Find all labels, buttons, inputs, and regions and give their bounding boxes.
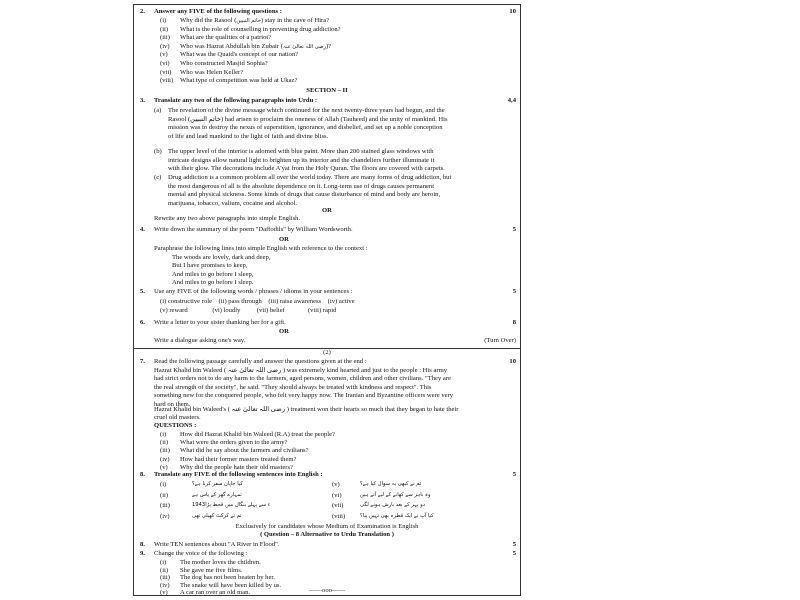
q7-passage-line: hard on them.	[154, 400, 191, 408]
q9-item-text: The dog has not been beaten by her.	[180, 574, 275, 582]
q3a-line: of life and lead mankind to the light of faith and divine bliss.	[168, 132, 329, 140]
q7-questions-label: QUESTIONS :	[154, 422, 197, 429]
q7-passage-line: the real strength of the society", he said. "They should always be treated with kindness and respect". This	[154, 383, 432, 391]
q3b-label: (b)	[154, 148, 162, 155]
q9-marks: 5	[512, 550, 516, 557]
exam-page	[133, 4, 521, 596]
q4-poem-line: But I have promises to keep,	[172, 262, 248, 270]
q7-question-text: Why did the people hate their old masters?	[180, 463, 293, 471]
q2-item-number: (iv)	[160, 42, 170, 50]
q6-number: 6.	[140, 319, 145, 326]
q8-sentence-number: (iv)	[160, 512, 170, 520]
q4-or: OR	[279, 236, 289, 243]
q3c-label: (c)	[154, 174, 162, 181]
page-number: (2)	[323, 349, 331, 356]
q5-heading: Use any FIVE of the following words / phrases / idioms in your sentences :	[154, 288, 353, 295]
q8-urdu-sentence: تمہارے گھر کے پاس ہے	[192, 491, 242, 498]
q5-words-row2: (v) reward (vi) loudly (vii) belief (viii) rapid	[160, 307, 337, 314]
q9-item-number: (iv)	[160, 581, 170, 589]
q7-question-text: What were the orders given to the army?	[180, 439, 288, 447]
q4-poem-line: And miles to go before I sleep,	[172, 270, 254, 278]
q3a-line: mission was to destroy the nexus of superstition, ignorance, and disbelief, and set up a noble conception	[168, 124, 443, 132]
q5-marks: 5	[512, 288, 516, 295]
q4-heading: Write down the summary of the poem "Daffodils" by William Wordsworth.	[154, 226, 353, 233]
q7-question-number: (iv)	[160, 455, 170, 463]
footer-mark: ——ooo——	[308, 587, 346, 594]
q2-item-number: (v)	[160, 51, 168, 59]
q6-heading: Write a letter to your sister thanking her for a gift.	[154, 319, 286, 326]
q2-item-tail: ) stay in the cave of Hira?	[260, 17, 330, 24]
q2-item-text: What are the qualities of a patriot?	[180, 34, 272, 42]
q2-number: 2.	[140, 8, 145, 15]
q4-poem-line: And miles to go before I sleep.	[172, 279, 254, 287]
q3b-line: with their glow. The decorations include A'yat from the Holy Quran. The floors are covered with carpets.	[168, 165, 445, 173]
q4-number: 4.	[140, 226, 145, 233]
q7-passage-line: Hazrat Khalid bin Waleed's ( رضی اللہ تعالیٰ عنہ ) treatment won their hearts so much that they began to hate their	[154, 406, 459, 413]
q3b-line: The upper level of the interior is adorned with blue paint. More than 200 stained glass windows with	[168, 148, 434, 155]
q7-passage-line: something new for the conquered people, who felt very happy now. The Iranian and Byzantine officers were very	[154, 392, 454, 400]
q5-words-row1: (i) constructive role (ii) pass through (iii) raise awareness (iv) active	[160, 298, 355, 305]
q4-poem-line: The woods are lovely, dark and deep,	[172, 254, 271, 261]
q2-item-number: (ii)	[160, 25, 169, 33]
q8-number: 8.	[140, 471, 145, 478]
q9-item-number: (ii)	[160, 566, 169, 574]
q7-passage-line: Hazrat Khalid bin Waleed ( رضی اللہ تعالیٰ عنہ ) was extremely kind hearted and just to the people : His army	[154, 367, 448, 374]
q7-marks: 10	[509, 358, 516, 365]
q8-alternative-note: ( Question – 8 Alternative to Urdu Translation )	[260, 531, 394, 538]
q8-urdu-sentence: تم نے کبھی یہ سوال کیا ہے؟	[360, 481, 422, 487]
q8-urdu-sentence: وہ باہر سے کھانے کے لیے آتے ہیں	[360, 491, 431, 498]
q9-item-text: She gave me five films.	[180, 566, 243, 574]
q8-sentence-number: (v)	[332, 481, 340, 488]
q7-passage-line: had strict orders not to do any harm to the farmers, aged persons, women, children and other civilians. "They are	[154, 375, 451, 383]
q8b-marks: 5	[512, 541, 516, 548]
q6-marks: 8	[512, 319, 516, 326]
q8-sentence-number: (iii)	[160, 502, 170, 509]
q7-question-number: (iii)	[160, 447, 170, 455]
q4-paraphrase: Paraphrase the following lines into simple English with reference to the context :	[154, 245, 368, 252]
q7-question-number: (ii)	[160, 439, 169, 447]
q6-alt: Write a dialogue asking one's way.	[154, 337, 246, 344]
q9-item-text: The snake will have been killed by us.	[180, 581, 282, 589]
q3a-line: The revelation of the divine message which continued for the next twenty-three years had begun, and the	[168, 107, 445, 114]
q8-urdu-sentence: دو پہر کے بعد بارش ہونے لگی	[360, 502, 426, 508]
urdu-honorific: خاتم النبیین	[236, 18, 261, 24]
turn-over: (Turn Over)	[484, 337, 516, 344]
q9-item-number: (i)	[160, 559, 167, 566]
q9-item-text: The mother loves the children.	[180, 559, 261, 566]
q8-sentence-number: (i)	[160, 481, 167, 488]
q3c-line: marijuana, tobacco, valium, cocaine and alcohol.	[168, 199, 298, 207]
q2-item-text: Who was Helen Keller?	[180, 68, 244, 76]
q3-number: 3.	[140, 97, 145, 104]
q8b-number: 8.	[140, 541, 145, 548]
q7-question-text: How did Hazrat Khalid bin Waleed (R.A) treat the people?	[180, 431, 335, 438]
q9-item-number: (v)	[160, 589, 168, 597]
q2-item-number: (vii)	[160, 68, 172, 76]
q6-or: OR	[279, 328, 289, 335]
q9-item-number: (iii)	[160, 574, 170, 582]
q7-passage-line: cruel old masters.	[154, 414, 201, 422]
q8-marks: 5	[512, 471, 516, 478]
q2-marks: 10	[509, 8, 516, 15]
q8-urdu-sentence: تم نے کرکٹ کھیلی تھی	[192, 512, 242, 519]
q3c-line: mental and physical sickness. Some kinds of drugs that cause disturbance of mind and body are heroin,	[168, 191, 441, 199]
q3a-line: Rasool (خاتم النبیین) had arisen to proclaim the oneness of Allah (Tauheed) and the unity of mankind. His	[168, 115, 448, 123]
q7-question-number: (i)	[160, 431, 167, 438]
q7-question-text: What did he say about the farmers and civilians?	[180, 447, 309, 455]
q8-exclusive-note: Exclusively for candidates whose Medium of Examination is English	[235, 523, 419, 530]
q3-or: OR	[322, 207, 332, 214]
q9-item-text: A car ran over an old man.	[180, 589, 251, 597]
q8-urdu-sentence: کیا جاپان سفر کرنا ہے؟	[192, 481, 243, 487]
q3-heading: Translate any two of the following paragraphs into Urdu :	[154, 97, 318, 104]
q9-number: 9.	[140, 550, 145, 557]
q2-item-number: (i)	[160, 17, 167, 24]
q2-heading: Answer any FIVE of the following questions :	[154, 8, 282, 15]
q3c-line: the most dangerous of all is the absolute dependence on it. Long-term use of drugs causes permanent	[168, 182, 435, 190]
q2-item-text: What is the role of counselling in preventing drug addiction?	[180, 25, 341, 33]
urdu-honorific: رضی اللہ تعالیٰ عنہ	[282, 43, 326, 50]
q8-urdu-sentence: 1943ء سے پہلے بنگال میں قحط پڑا	[192, 502, 271, 508]
q8-urdu-sentence: کیا آپ نے ایک قطرہ بھی نہیں پیا؟	[360, 512, 434, 519]
q2-item-text: Who was Hazrat Abdullah bin Zubair (رضی اللہ تعالیٰ عنہ)?	[180, 42, 332, 50]
q3-rewrite: Rewrite any two above paragraphs into simple English.	[154, 215, 301, 222]
section-heading: SECTION – II	[306, 87, 348, 94]
q2-item-text: What was the Quaid's concept of our nation?	[180, 51, 299, 59]
q7-question-number: (v)	[160, 463, 168, 471]
q9-heading: Change the voice of the following :	[154, 550, 248, 557]
q8-heading: Translate any FIVE of the following sentences into English :	[154, 471, 323, 478]
q3-marks: 4,4	[507, 97, 516, 104]
q2-item-text: What type of competition was held at Ukaz?	[180, 77, 298, 85]
q7-question-text: How had their former masters treated them?	[180, 455, 297, 463]
q2-item-text: Who constructed Masjid Sophia?	[180, 60, 268, 67]
q8-sentence-number: (viii)	[332, 512, 346, 520]
q8-sentence-number: (ii)	[160, 491, 169, 499]
q3b-line: intricate designs allow natural light to brighten up its interior and the chandeliers further illuminate it	[168, 156, 435, 164]
q7-number: 7.	[140, 358, 145, 365]
q2-item-number: (viii)	[160, 77, 174, 85]
q3c-line: Drug addiction is a common problem all over the world today. There are many forms of drug addiction, but	[168, 174, 452, 181]
q2-item-number: (iii)	[160, 34, 170, 42]
q7-heading: Read the following passage carefully and answer the questions given at the end :	[154, 358, 367, 365]
q2-item-number: (vi)	[160, 60, 170, 67]
q8b-heading: Write TEN sentences about "A River in Flood".	[154, 541, 280, 548]
q3a-label: (a)	[154, 107, 162, 114]
q2-item-text: Why did the Rasool (خاتم النبیین) stay in the cave of Hira?	[180, 17, 330, 24]
q5-number: 5.	[140, 288, 145, 295]
q4-marks: 5	[512, 226, 516, 233]
q8-sentence-number: (vi)	[332, 491, 342, 499]
q8-sentence-number: (vii)	[332, 502, 344, 509]
q2-item-tail: )?	[326, 42, 332, 50]
